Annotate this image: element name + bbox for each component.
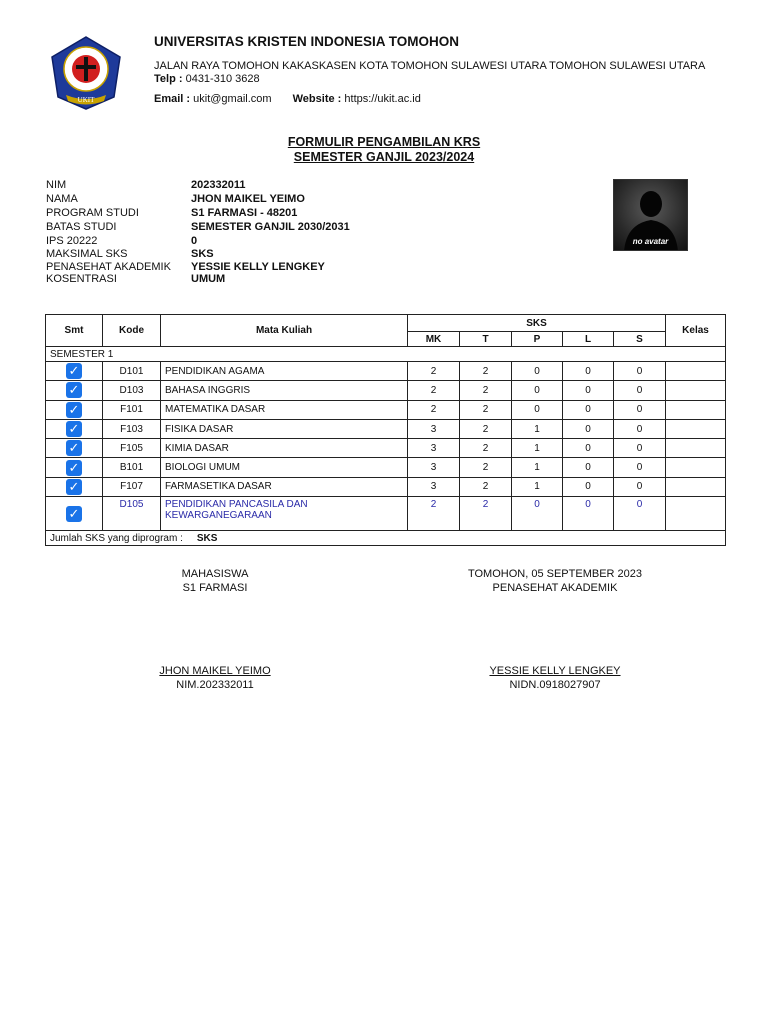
table-row: ✓ F105 KIMIA DASAR 3 2 1 0 0 [46, 439, 726, 458]
info-row-kosentrasi: KOSENTRASI UMUM [46, 273, 226, 285]
telp-label: Telp : [154, 73, 183, 85]
email-value: ukit@gmail.com [193, 93, 272, 105]
course-checkbox[interactable]: ✓ [66, 363, 82, 379]
header-s: S [614, 332, 666, 347]
student-signature-footer [130, 664, 300, 692]
telp-value: 0431-310 3628 [185, 73, 260, 85]
course-checkbox[interactable]: ✓ [66, 479, 82, 495]
info-row-maks-sks: MAKSIMAL SKS SKS [46, 248, 214, 260]
table-row: ✓ F103 FISIKA DASAR 3 2 1 0 0 [46, 419, 726, 438]
total-row [46, 531, 726, 546]
total-value: SKS [196, 532, 218, 544]
info-row-prodi: PROGRAM STUDI S1 FARMASI - 48201 [46, 207, 298, 219]
email-label: Email : [154, 93, 191, 105]
info-row-nim: NIM 202332011 [46, 179, 246, 191]
table-row: ✓ D103 BAHASA INGGRIS 2 2 0 0 0 [46, 381, 726, 400]
info-row-batas: BATAS STUDI SEMESTER GANJIL 2030/2031 [46, 221, 350, 233]
advisor-sign-name: YESSIE KELLY LENGKEY [489, 665, 621, 677]
table-row: ✓ B101 BIOLOGI UMUM 3 2 1 0 0 [46, 458, 726, 477]
header-p: P [512, 332, 563, 347]
course-checkbox[interactable]: ✓ [66, 382, 82, 398]
logo-text: UKIT [77, 96, 95, 104]
header-l: L [563, 332, 614, 347]
website-label: Website : [292, 93, 342, 105]
table-row: ✓ D101 PENDIDIKAN AGAMA 2 2 0 0 0 [46, 362, 726, 381]
student-avatar [613, 179, 688, 251]
info-row-ips: IPS 20222 0 [46, 235, 198, 247]
form-subtitle: SEMESTER GANJIL 2023/2024 [293, 150, 475, 164]
total-label: Jumlah SKS yang diprogram : [50, 532, 183, 544]
semester-label: SEMESTER 1 [46, 347, 726, 362]
table-row: ✓ F107 FARMASETIKA DASAR 3 2 1 0 0 [46, 477, 726, 496]
table-header-row [46, 315, 726, 332]
course-checkbox[interactable]: ✓ [66, 506, 82, 522]
header-mata-kuliah: Mata Kuliah [161, 315, 408, 347]
advisor-nidn: NIDN.0918027907 [509, 679, 601, 691]
course-checkbox[interactable]: ✓ [66, 440, 82, 456]
student-role: MAHASISWA [181, 568, 249, 580]
student-nim: NIM.202332011 [176, 679, 254, 691]
contact-line [154, 93, 421, 105]
table-row: ✓ F101 MATEMATIKA DASAR 2 2 0 0 0 [46, 400, 726, 419]
advisor-role: PENASEHAT AKADEMIK [492, 582, 618, 594]
header-kode: Kode [103, 315, 161, 347]
table-row: ✓ D105 PENDIDIKAN PANCASILA DAN KEWARGANEGARAAN 2 2 0 0 0 [46, 497, 726, 531]
university-address: JALAN RAYA TOMOHON KAKASKASEN KOTA TOMOHON SULAWESI UTARA TOMOHON SULAWESI UTARA [154, 60, 706, 72]
header-sks: SKS [408, 315, 666, 332]
avatar-label: no avatar [632, 237, 669, 246]
header-mk: MK [408, 332, 460, 347]
semester-row [46, 347, 726, 362]
course-checkbox[interactable]: ✓ [66, 421, 82, 437]
form-title: FORMULIR PENGAMBILAN KRS [287, 135, 481, 149]
course-checkbox[interactable]: ✓ [66, 460, 82, 476]
krs-table [45, 314, 726, 546]
student-info [46, 178, 350, 286]
telp-line [154, 73, 260, 85]
header-t: T [460, 332, 512, 347]
student-sign-name: JHON MAIKEL YEIMO [159, 665, 271, 677]
advisor-signature-footer [440, 664, 670, 692]
website-value: https://ukit.ac.id [344, 93, 421, 105]
university-logo [48, 35, 124, 111]
university-name: UNIVERSITAS KRISTEN INDONESIA TOMOHON [154, 34, 460, 49]
advisor-signature-header [440, 567, 670, 595]
header-kelas: Kelas [666, 315, 726, 347]
info-row-nama: NAMA JHON MAIKEL YEIMO [46, 193, 305, 205]
sign-date: TOMOHON, 05 SEPTEMBER 2023 [467, 568, 643, 580]
student-signature-header [130, 567, 300, 595]
course-checkbox[interactable]: ✓ [66, 402, 82, 418]
info-row-penasehat: PENASEHAT AKADEMIK YESSIE KELLY LENGKEY [46, 260, 325, 273]
header-smt: Smt [46, 315, 103, 347]
student-program: S1 FARMASI [182, 582, 248, 594]
